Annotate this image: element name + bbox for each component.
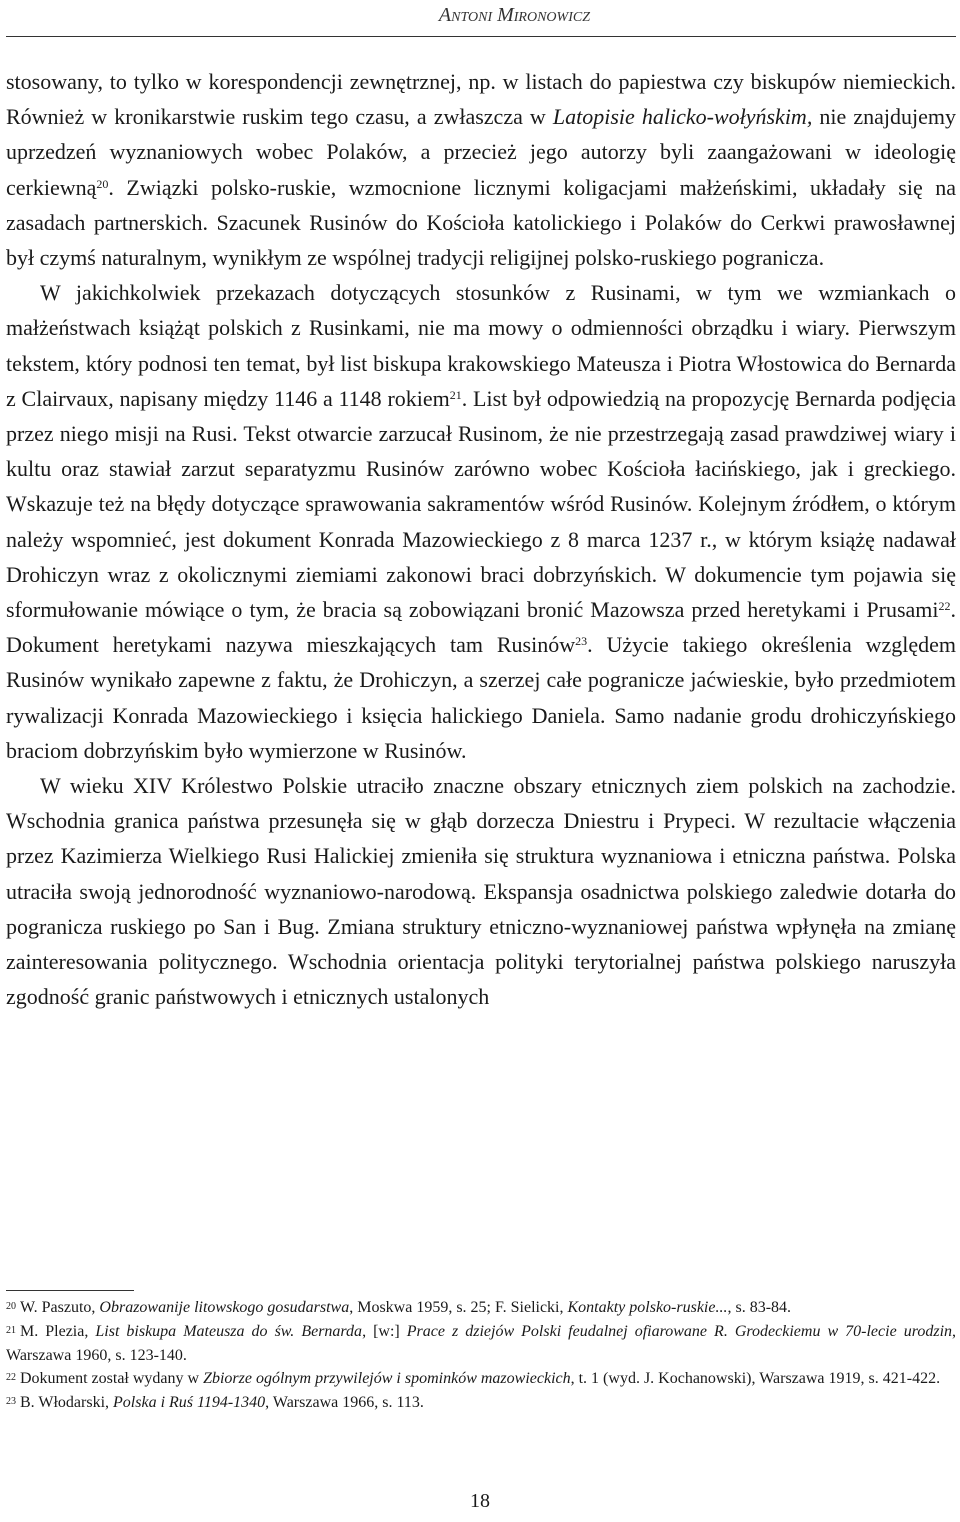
footnote	[6, 1367, 956, 1391]
text-run: . Użycie takiego określenia względem Rusinów wynikało zapewne z faktu, że Drohiczyn, a szerzej całe pogranicze jaćwieskie, było przedmiotem rywalizacji Konrada Mazowieckiego i księcia halickiego Daniela. Samo nadanie grodu drohiczyńskiego braciom dobrzyńskim było wymierzone w Rusinów.	[6, 632, 956, 763]
running-header	[0, 0, 960, 34]
text-run: . List był odpowiedzią na propozycję Bernarda podjęcia przez niego misji na Rusi. Tekst otwarcie zarzucał Rusinom, że nie przestrzegają zasad prawdziwej wiary i kultu oraz stawiał zarzut separatyzmu Rusinów zarówno wobec Kościoła łacińskiego, jak i greckiego. Wskazuje też na błędy dotyczące sprawowania sakramentów wśród Rusinów. Kolejnym źródłem, o którym należy wspomnieć, jest dokument Konrada Mazowieckiego z 8 marca 1237 r., w którym książę nadawał Drohiczyn wraz z okolicznymi ziemiami zakonowi braci dobrzyńskich. W dokumencie tym pojawia się sformułowanie mówiące o tym, że bracia są zobowiązani bronić Mazowsza przed heretykami i Prusami	[6, 385, 956, 623]
italic-text: Obrazowanije litowskogo gosudarstwa	[99, 1299, 350, 1316]
footnote-number: 23	[6, 1396, 16, 1408]
italic-text: Prace z dziejów Polski feudalnej ofiarowane R. Grodeckiemu w 70-lecie urodzin	[406, 1322, 953, 1340]
paragraph	[6, 64, 956, 275]
paragraph	[6, 768, 956, 1014]
body-text	[6, 64, 956, 1014]
footnote-number: 20	[6, 1301, 16, 1312]
footnote	[6, 1296, 956, 1320]
text-run: , Warszawa 1960, s. 123-140.	[6, 1322, 957, 1364]
text-run: , t. 1 (wyd. J. Kochanowski), Warszawa 1919, s. 421-422.	[570, 1370, 941, 1388]
footnote-number: 21	[6, 1324, 16, 1336]
text-run: . Dokument heretykami nazywa mieszkających tam Rusinów	[6, 597, 956, 658]
footnotes	[6, 1296, 956, 1415]
text-run: W wieku XIV Królestwo Polskie utraciło znaczne obszary etnicznych ziem polskich na zachodzie. Wschodnia granica państwa przesunęła się w głąb dorzecza Dniestru i Prypeci. W rezultacie włączenia przez Kazimierza Wielkiego Rusi Halickiej zmieniła się struktura wyznaniowa i etniczna państwa. Polska utraciła swoją jednorodność wyznaniowo-narodową. Ekspansja osadnictwa polskiego zaledwie dotarła do pogranicza ruskiego po San i Bug. Zmiana struktury etniczno-wyznaniowej państwa wpłynęła na zmianę zainteresowania politycznego. Wschodnia orientacja polityki terytorialnej państwa polskiego naruszyła zgodność granic państwowych i etnicznych ustalonych	[6, 773, 956, 1010]
text-run: nie znajdujemy uprzedzeń wyznaniowych wobec Polaków, a przecież jego autorzy byli zaangażowani w ideologię cerkiewną	[6, 104, 956, 200]
text-run: W jakichkolwiek przekazach dotyczących stosunków z Rusinami, w tym we wzmiankach o małżeństwach książąt polskich z Rusinkami, nie ma mowy o odmienności obrządku i wiary. Pierwszym tekstem, który podnosi ten temat, był list biskupa krakowskiego Mateusza i Piotra Włostowica do Bernarda z Clairvaux, napisany między 1146 a 1148 rokiem	[6, 280, 956, 411]
page-number: 18	[470, 1490, 490, 1512]
text-run: , [w:]	[362, 1322, 407, 1340]
footnote-reference: 21	[449, 387, 462, 402]
footnote-reference: 22	[938, 599, 951, 614]
italic-text: Zbiorze ogólnym przywilejów i spominków mazowieckich	[203, 1370, 571, 1388]
italic-text: Latopisie halicko-wołyńskim,	[552, 104, 813, 130]
footnote-separator	[6, 1290, 134, 1291]
text-run: , s. 83-84.	[727, 1299, 792, 1316]
italic-text: List biskupa Mateusza do św. Bernarda	[95, 1322, 363, 1340]
text-run: stosowany, to tylko w korespondencji zewnętrznej, np. w listach do papiestwa czy biskupów niemieckich. Również w kronikarstwie ruskim tego czasu, a zwłaszcza w	[6, 69, 956, 130]
text-run: . Związki polsko-ruskie, wzmocnione licznymi koligacjami małżeńskimi, układały się na zasadach partnerskich. Szacunek Rusinów do Kościoła katolickiego i Polaków do Cerkwi prawosławnej był czymś naturalnym, wynikłym ze wspólnej tradycji religijnej polsko-ruskiego pogranicza.	[6, 174, 956, 271]
italic-text: Polska i Ruś 1194-1340	[113, 1394, 266, 1412]
text-run: , Warszawa 1966, s. 113.	[265, 1394, 424, 1412]
text-run: Dokument został wydany w	[20, 1370, 204, 1388]
text-run: B. Włodarski,	[20, 1394, 114, 1412]
footnote-reference: 23	[575, 634, 588, 649]
italic-text: Kontakty polsko-ruskie...	[567, 1299, 728, 1316]
header-rule	[6, 36, 956, 37]
text-run: M. Plezia,	[20, 1322, 96, 1340]
footnote-reference: 20	[96, 176, 109, 191]
paragraph	[6, 275, 956, 768]
text-run: , Moskwa 1959, s. 25; F. Sielicki,	[349, 1299, 568, 1316]
footnote	[6, 1320, 956, 1368]
text-run: W. Paszuto,	[20, 1299, 100, 1316]
footnote	[6, 1391, 956, 1415]
footnote-number: 22	[6, 1372, 16, 1384]
running-header-author: Antoni Mironowicz	[438, 4, 590, 26]
